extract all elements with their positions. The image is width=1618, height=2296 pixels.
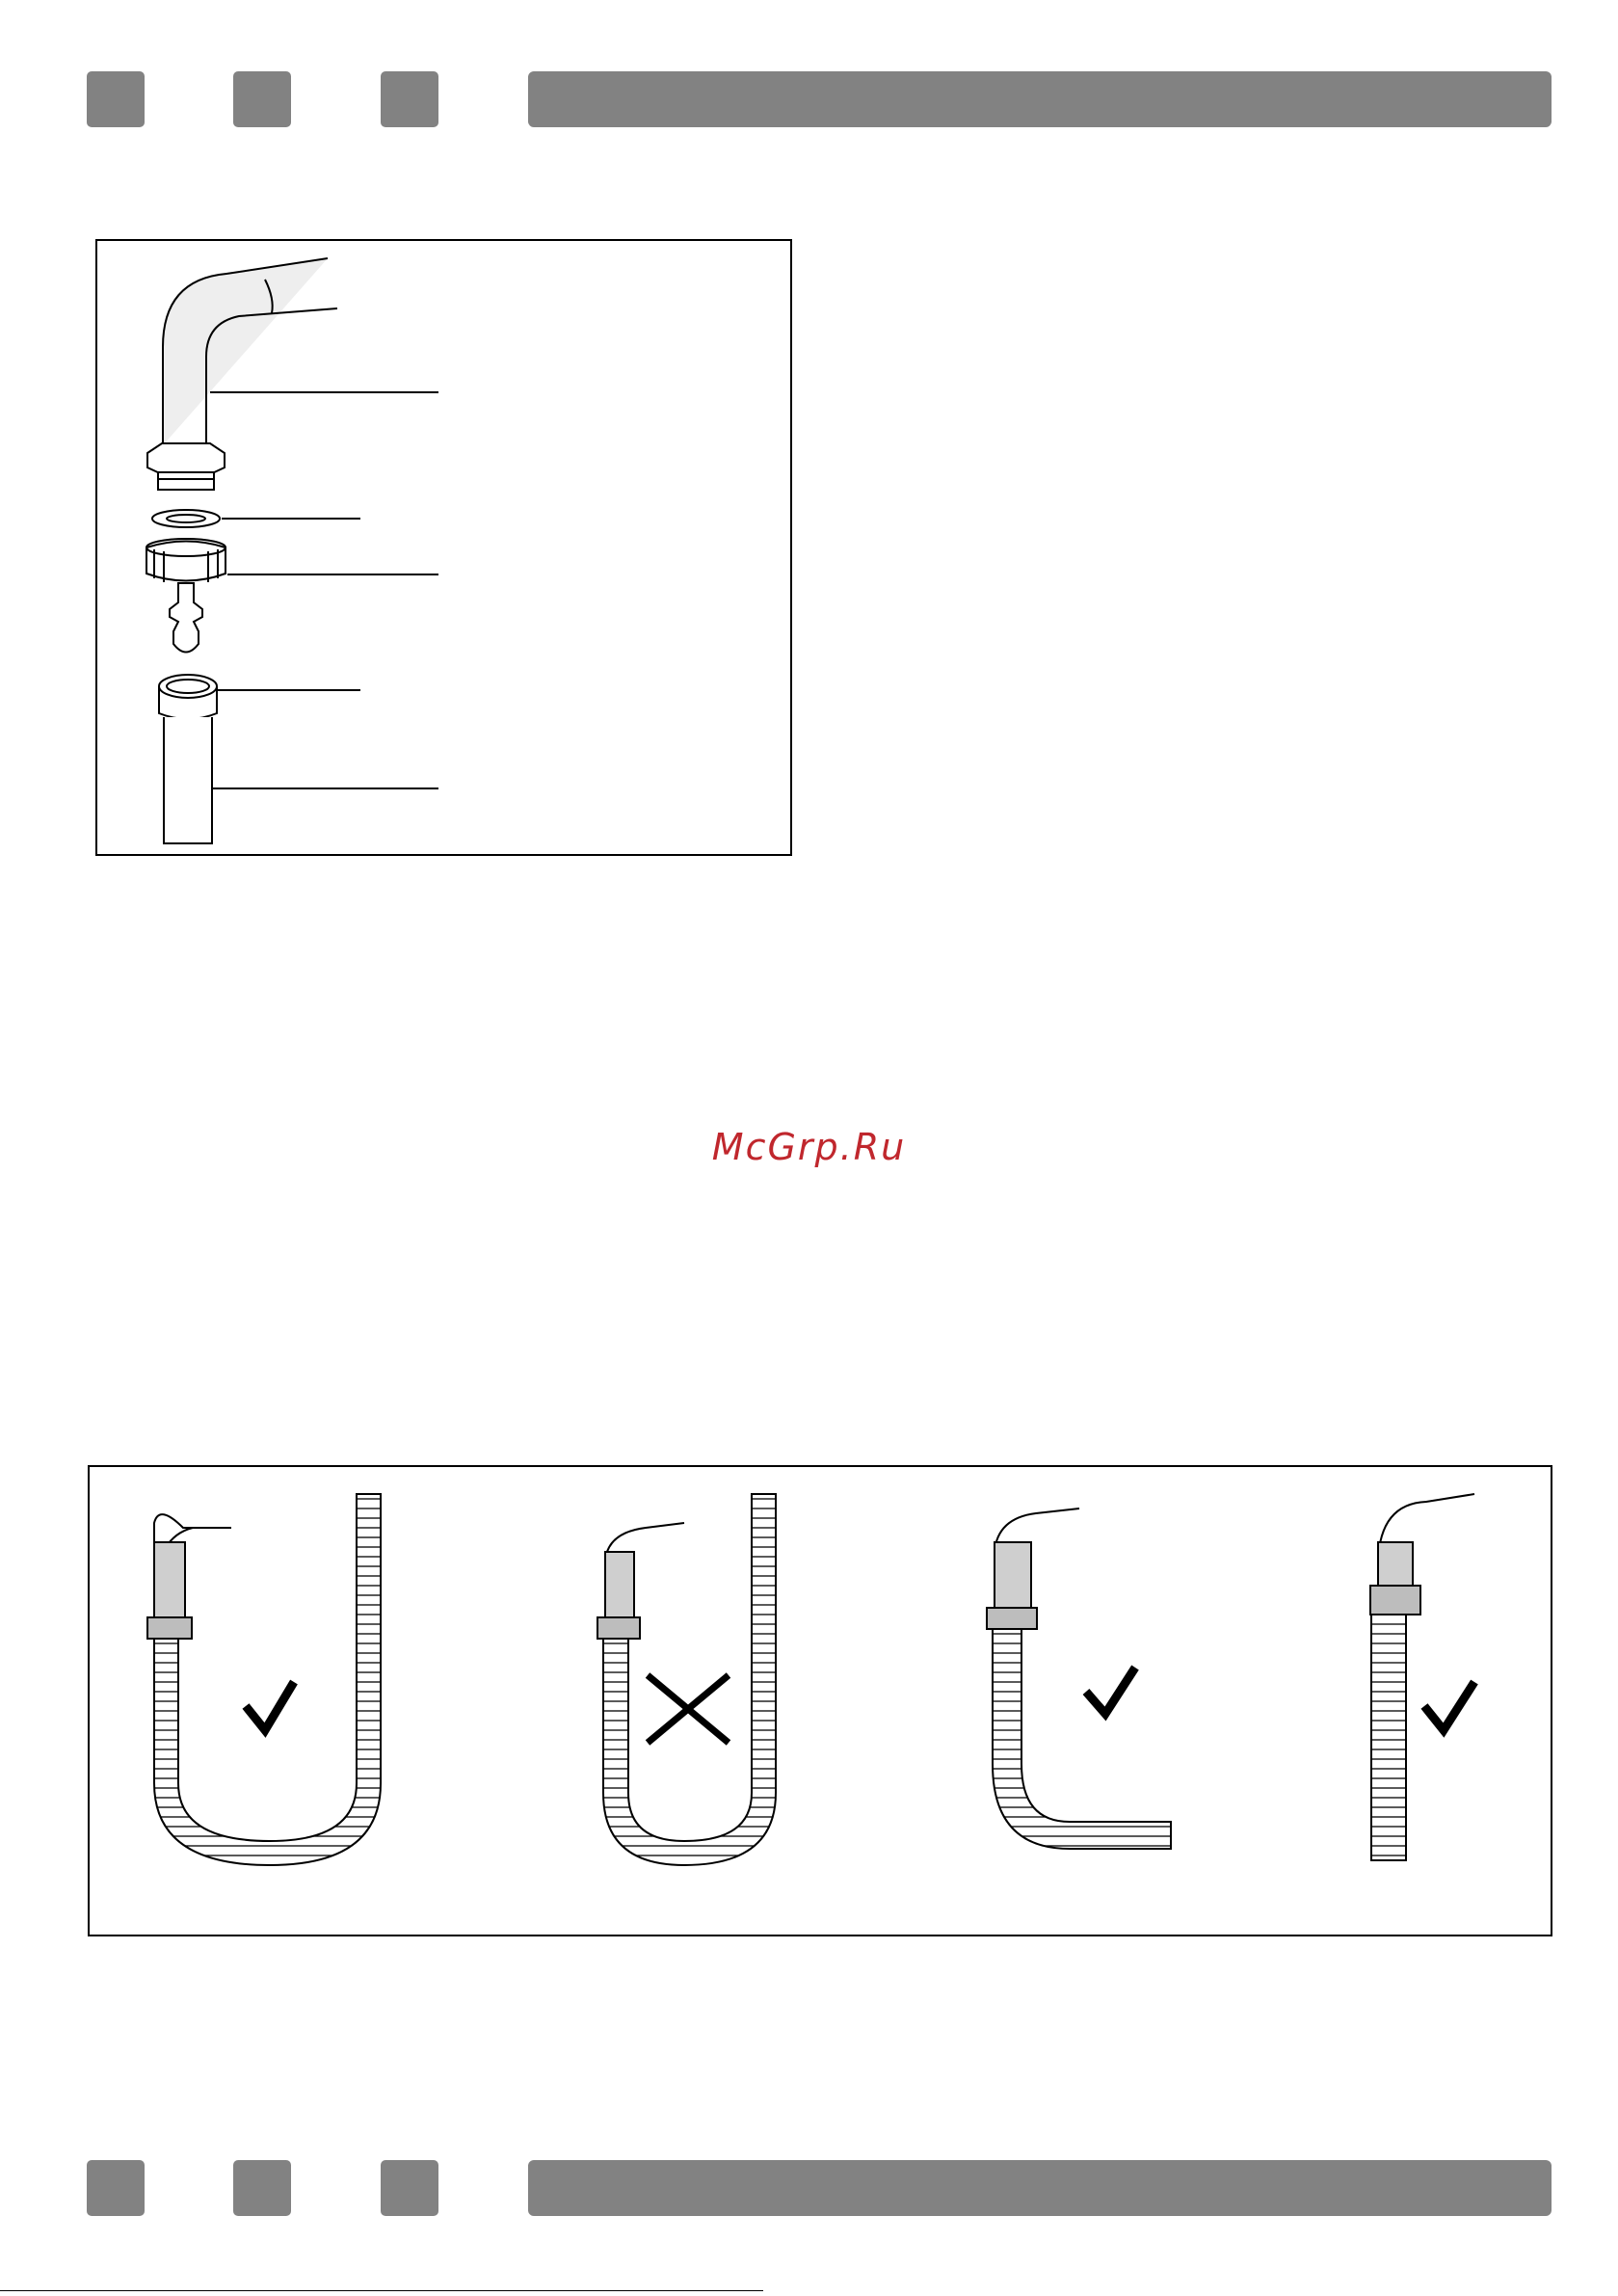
check-icon-2 (1086, 1668, 1135, 1714)
cross-icon (648, 1675, 729, 1743)
hose-example-2 (597, 1494, 776, 1865)
check-icon-1 (246, 1682, 294, 1730)
footer-square-1 (87, 2160, 145, 2216)
bottom-rule (0, 2290, 763, 2291)
footer-square-3 (381, 2160, 438, 2216)
footer-square-2 (233, 2160, 291, 2216)
hose-example-3 (987, 1508, 1171, 1849)
hose-example-4 (1370, 1494, 1474, 1860)
footer-bar (528, 2160, 1552, 2216)
watermark-text: McGrp.Ru (711, 1126, 907, 1168)
check-icon-3 (1424, 1682, 1474, 1730)
hose-example-1 (147, 1494, 381, 1865)
